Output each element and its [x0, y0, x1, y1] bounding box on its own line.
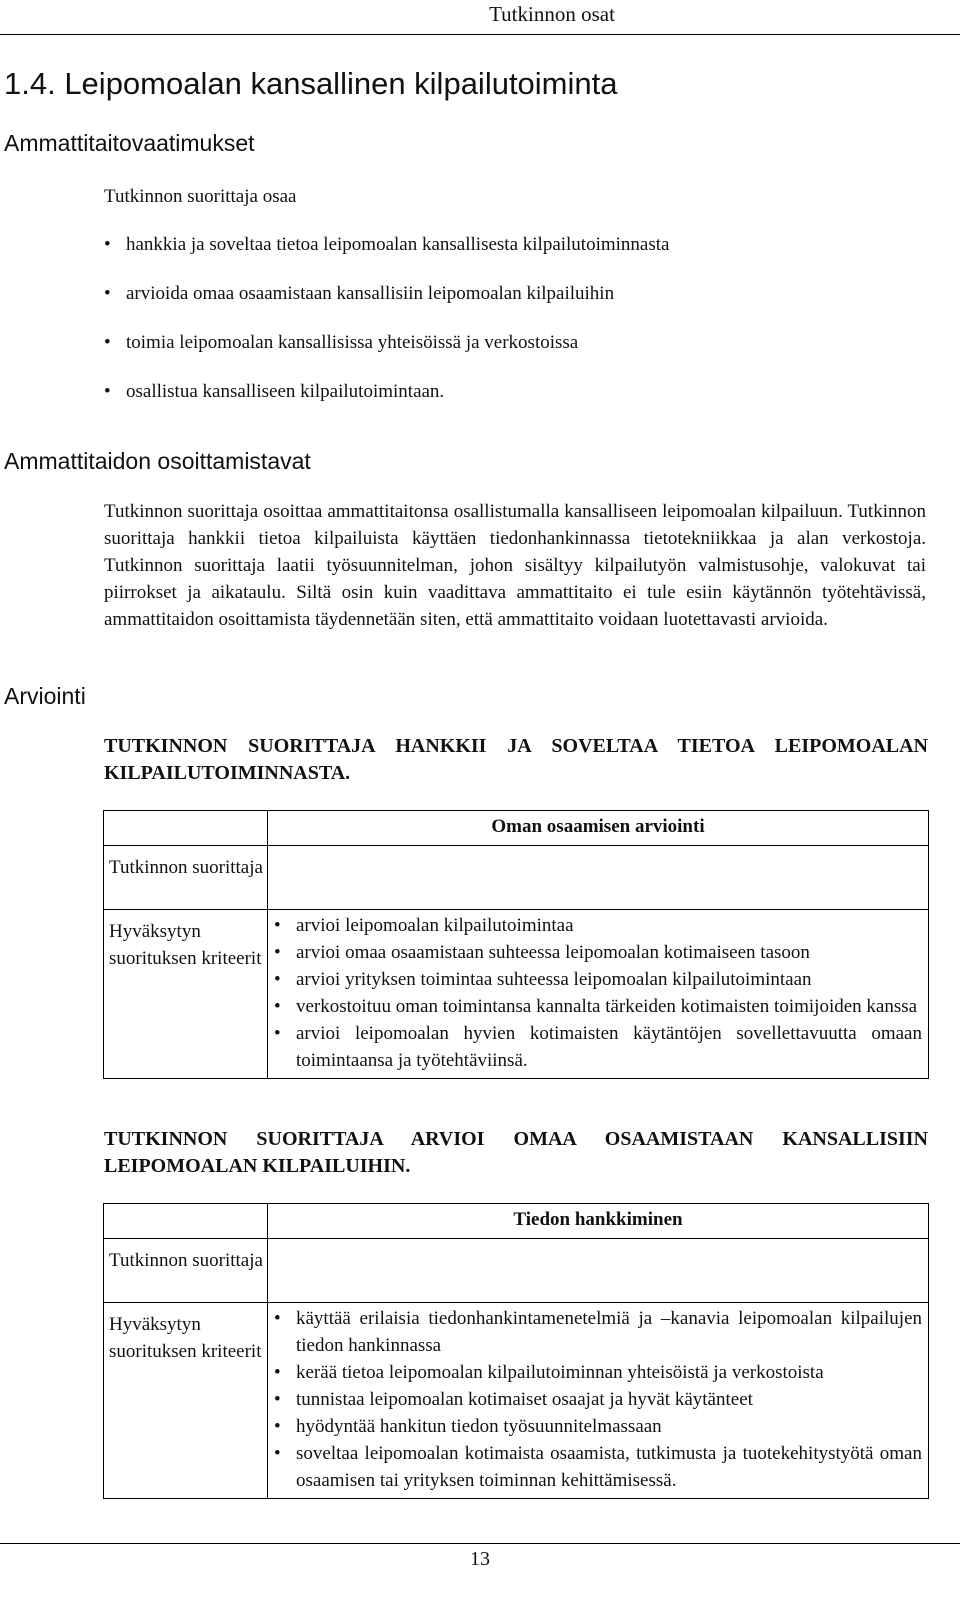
requirements-intro: Tutkinnon suorittaja osaa: [104, 186, 297, 207]
list-item: • hankkia ja soveltaa tietoa leipomoalan kansallisesta kilpailutoiminnasta: [104, 234, 669, 283]
list-item: • hyödyntää hankitun tiedon työsuunnitelmassaan: [296, 1413, 922, 1440]
list-item: • arvioi leipomoalan kilpailutoimintaa: [296, 912, 922, 939]
criteria-title: TUTKINNON SUORITTAJA ARVIOI OMAA OSAAMISTAAN KANSALLISIIN LEIPOMOALAN KILPAILUIHIN.: [104, 1128, 928, 1177]
requirements-heading: Ammattitaitovaatimukset: [4, 130, 255, 156]
demonstration-text: Tutkinnon suorittaja osoittaa ammattitaitonsa osallistumalla kansalliseen leipomoalan kilpailuun. Tutkinnon suorittaja hankkii tietoa kilpailuista käyttäen tiedonhankinnassa tietotekniikkaa ja alan verkostoja. Tutkinnon suorittaja laatii työsuunnitelman, johon sisältyy kilpailutyön valmistusohje, valokuvat tai piirrokset ja aikataulu. Siltä osin kuin vaadittava ammattitaito ei tule esiin käytännön työtehtävissä, ammattitaidon osoittamista täydennetään siten, että ammattitaito voidaan luotettavasti arvioida.: [104, 501, 926, 630]
list-item: • arvioi omaa osaamistaan suhteessa leipomoalan kotimaiseen tasoon: [296, 939, 922, 966]
page-footer: [0, 1543, 960, 1570]
column-header: Oman osaamisen arviointi: [268, 811, 929, 846]
table-corner: [104, 811, 268, 846]
list-item: • tunnistaa leipomoalan kotimaiset osaajat ja hyvät käytänteet: [296, 1386, 922, 1413]
list-item: • arvioida omaa osaamistaan kansallisiin leipomoalan kilpailuihin: [104, 283, 669, 332]
row-header: Tutkinnon suorittaja: [104, 1239, 268, 1303]
list-item: • soveltaa leipomoalan kotimaista osaamista, tutkimusta ja tuotekehitystyötä oman osaamisen tai yrityksen toiminnan kehittämisessä.: [296, 1440, 922, 1494]
table-corner: [104, 1204, 268, 1239]
demonstration-heading: Ammattitaidon osoittamistavat: [4, 448, 311, 474]
list-item: • arvioi leipomoalan hyvien kotimaisten käytäntöjen sovellettavuutta omaan toimintaansa ja työtehtäviinsä.: [296, 1020, 922, 1074]
list-item: • osallistua kansalliseen kilpailutoimintaan.: [104, 381, 669, 430]
list-item: • toimia leipomoalan kansallisissa yhteisöissä ja verkostoissa: [104, 332, 669, 381]
page-number: 13: [470, 1548, 490, 1570]
list-item: • arvioi yrityksen toimintaa suhteessa leipomoalan kilpailutoimintaan: [296, 966, 922, 993]
section-title: 1.4. Leipomoalan kansallinen kilpailutoiminta: [4, 66, 618, 101]
table-cell: [268, 1239, 929, 1303]
criteria-label: Hyväksytyn suorituksen kriteerit: [104, 1303, 268, 1499]
criteria-table: [103, 810, 929, 1079]
criteria-list: [268, 1303, 928, 1498]
row-header: Tutkinnon suorittaja: [104, 846, 268, 910]
requirements-list: [104, 234, 669, 430]
column-header: Tiedon hankkiminen: [268, 1204, 929, 1239]
criteria-label: Hyväksytyn suorituksen kriteerit: [104, 910, 268, 1079]
criteria-list: [268, 910, 928, 1078]
criteria-table: [103, 1203, 929, 1499]
list-item: • käyttää erilaisia tiedonhankintamenetelmiä ja –kanavia leipomoalan kilpailujen tiedon hankinnassa: [296, 1305, 922, 1359]
assessment-heading: Arviointi: [4, 683, 86, 709]
criteria-cell: [268, 910, 929, 1079]
list-item: • kerää tietoa leipomoalan kilpailutoiminnan yhteisöistä ja verkostoista: [296, 1359, 922, 1386]
table-cell: [268, 846, 929, 910]
running-header-title: Tutkinnon osat: [489, 2, 615, 26]
running-header: [0, 0, 960, 35]
criteria-title: TUTKINNON SUORITTAJA HANKKII JA SOVELTAA TIETOA LEIPOMOALAN KILPAILUTOIMINNASTA.: [104, 735, 928, 784]
list-item: • verkostoituu oman toimintansa kannalta tärkeiden kotimaisten toimijoiden kanssa: [296, 993, 922, 1020]
criteria-cell: [268, 1303, 929, 1499]
